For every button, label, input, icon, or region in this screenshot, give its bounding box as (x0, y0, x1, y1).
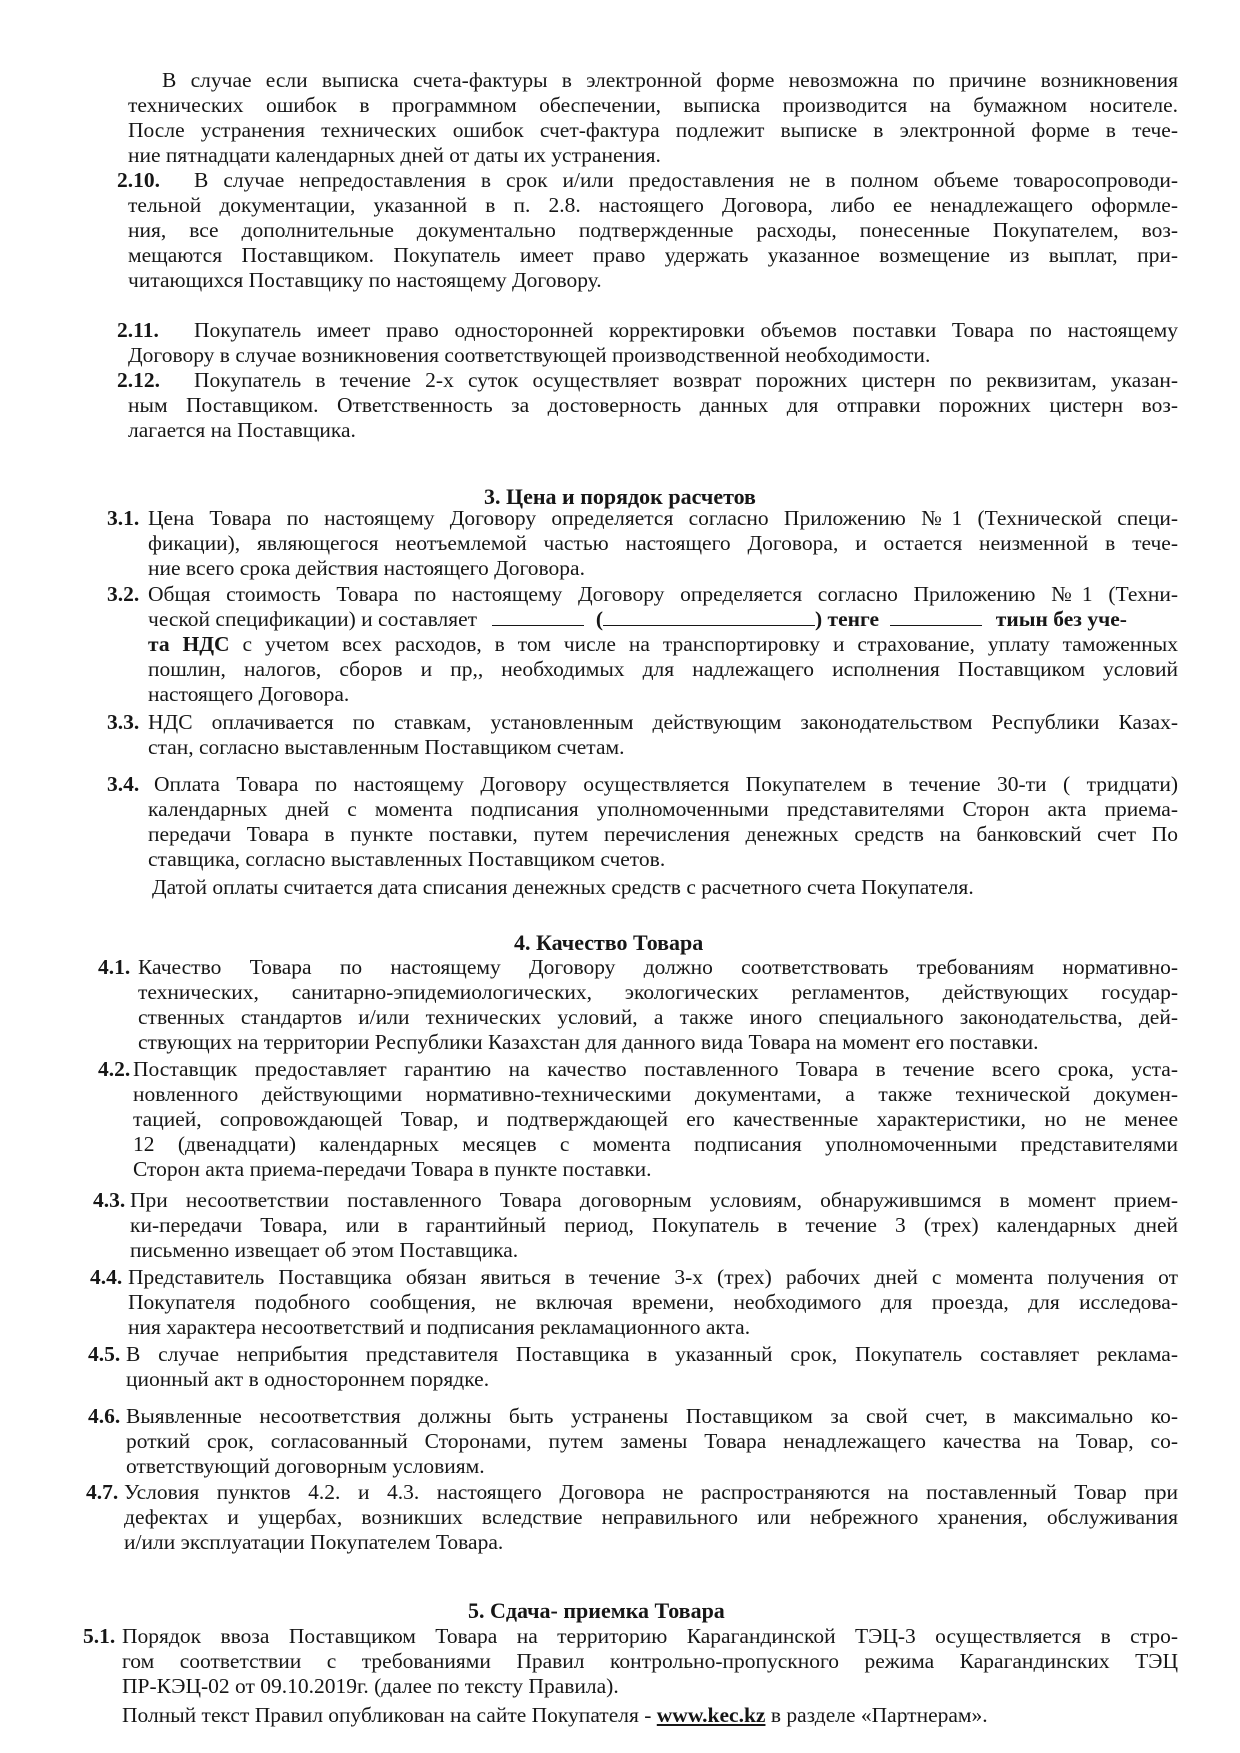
text-line: гом соответствии с требованиями Правил контрольно-пропускного режима Карагандинских ТЭЦ (122, 1649, 1178, 1673)
clause-number: 4.4. (90, 1265, 123, 1289)
clause-3-3 (148, 710, 1178, 760)
text-line: настоящего Договора. (148, 682, 350, 706)
text-line: пошлин, налогов, сборов и пр,, необходимых для надлежащего исполнения Поставщиком условий (148, 657, 1178, 681)
text-fragment: с учетом всех расходов, в том числе на транспортировку и страхование, уплату таможенных (229, 632, 1178, 656)
text-line: Поставщик предоставляет гарантию на качество поставленного Товара в течение всего срока, уста- (133, 1057, 1178, 1081)
text-line: В случае если выписка счета-фактуры в электронной форме невозможна по причине возникновения (162, 68, 1178, 92)
amount-line (148, 607, 1178, 632)
amount-words-blank-field (603, 607, 815, 626)
clause-number: 3.4. (107, 772, 140, 796)
text-line: 12 (двенадцати) календарных месяцев с момента подписания уполномоченными представителями (133, 1132, 1178, 1156)
text-line: Цена Товара по настоящему Договору определяется согласно Приложению №1 (Технической специ- (148, 506, 1178, 530)
text-line: ственных стандартов и/или технических условий, а также иного специального законодательства, дей- (138, 1005, 1178, 1029)
text-line: Качество Товара по настоящему Договору должно соответствовать требованиям нормативно- (138, 955, 1178, 979)
text-line: Представитель Поставщика обязан явиться в течение 3-х (трех) рабочих дней с момента получения от (128, 1265, 1178, 1289)
text-line: ПР-КЭЦ-02 от 09.10.2019г. (далее по тексту Правила). (122, 1674, 619, 1698)
clause-number: 2.12. (117, 368, 160, 392)
clause-4-1 (138, 955, 1178, 1055)
text-line: Покупатель в течение 2-х суток осуществляет возврат порожних цистерн по реквизитам, указан- (194, 368, 1178, 392)
text-line: передачи Товара в пункте поставки, путем перечисления денежных средств на банковский счет По (148, 822, 1178, 846)
text-line: мещаются Поставщиком. Покупатель имеет право удержать указанное возмещение из выплат, при- (128, 243, 1178, 267)
section-heading: 5. Сдача- приемка Товара (468, 1598, 725, 1623)
website-link[interactable]: www.kec.kz (656, 1703, 766, 1727)
text-line: ставщика, согласно выставленных Поставщиком счетов. (148, 847, 666, 871)
text-line: стан, согласно выставленным Поставщиком счетам. (148, 735, 625, 759)
text-line: При несоответствии поставленного Товара договорным условиям, обнаружившимся в момент прием- (130, 1188, 1178, 1212)
text-line: Договору в случае возникновения соответствующей производственной необходимости. (128, 343, 931, 367)
clause-4-2 (133, 1057, 1178, 1182)
text-line: дефектах и ущербах, возникших вследствие неправильного или небрежного хранения, обслуживания (124, 1505, 1178, 1529)
clause-number: 3.3. (107, 710, 140, 734)
text-line: ние всего срока действия настоящего Договора. (148, 556, 585, 580)
continuation-paragraph (128, 68, 1178, 168)
text-line: ки-передачи Товара, или в гарантийный период, Покупатель в течение 3 (трех) календарных дней (130, 1213, 1178, 1237)
clause-2-10 (128, 168, 1178, 293)
text-line: Оплата Товара по настоящему Договору осуществляется Покупателем в течение 30-ти ( тридцати) (154, 772, 1178, 796)
text-line: ствующих на территории Республики Казахстан для данного вида Товара на момент его поставки. (138, 1030, 1039, 1054)
clause-number: 4.1. (98, 955, 131, 979)
text-line: технических ошибок в программном обеспечении, выписка производится на бумажном носителе. (128, 93, 1178, 117)
text-line: Общая стоимость Товара по настоящему Договору определяется согласно Приложению №1 (Техни- (148, 582, 1178, 606)
clause-number: 5.1. (83, 1624, 116, 1648)
clause-number: 4.2. (98, 1057, 131, 1081)
text-line: В случае неприбытия представителя Поставщика в указанный срок, Покупатель составляет реклама- (126, 1342, 1178, 1366)
tenge-label: ) тенге (814, 607, 880, 631)
text-line: ответствующий договорным условиям. (126, 1454, 485, 1478)
clause-number: 4.7. (86, 1480, 119, 1504)
text-line: роткий срок, согласованный Сторонами, путем замены Товара ненадлежащего качества на Товар, со- (126, 1429, 1178, 1453)
text-line: ным Поставщиком. Ответственность за достоверность данных для отправки порожних цистерн воз- (128, 393, 1178, 417)
clause-number: 3.1. (107, 506, 140, 530)
clause-number: 4.6. (88, 1404, 121, 1428)
text-line: Выявленные несоответствия должны быть устранены Поставщиком за свой счет, в максимально ко- (126, 1404, 1178, 1428)
text-line: ния, все дополнительные документально подтвержденные расходы, понесенные Покупателем, воз- (128, 218, 1178, 242)
text-line: Покупатель имеет право односторонней корректировки объемов поставки Товара по настоящему (194, 318, 1178, 342)
text-line: Покупателя подобного сообщения, не включая времени, необходимого для проезда, для исследова- (128, 1290, 1178, 1314)
clause-5-1 (122, 1624, 1178, 1728)
clause-3-4 (148, 772, 1178, 900)
clause-4-3 (130, 1188, 1178, 1263)
text-fragment: Полный текст Правил опубликован на сайте Покупателя - (122, 1703, 657, 1727)
text-line (148, 632, 1178, 657)
text-line: ние пятнадцати календарных дней от даты их устранения. (128, 143, 661, 167)
clause-number: 4.3. (93, 1188, 126, 1212)
clause-4-5 (126, 1342, 1178, 1392)
clause-number: 2.11. (117, 318, 159, 342)
clause-4-6 (126, 1404, 1178, 1479)
tiyn-label: тиын без уче- (995, 607, 1127, 631)
amount-blank-field (492, 607, 584, 626)
text-line: Порядок ввоза Поставщиком Товара на территорию Карагандинской ТЭЦ-3 осуществляется в стро- (122, 1624, 1178, 1648)
text-line: технических, санитарно-эпидемиологических, экологических регламентов, действующих государ- (138, 980, 1178, 1004)
text-line: тельной документации, указанной в п. 2.8. настоящего Договора, либо ее ненадлежащего оформле- (128, 193, 1178, 217)
text-line: календарных дней с момента подписания уполномоченными представителями Сторон акта приема- (148, 797, 1178, 821)
clause-3-1 (148, 506, 1178, 581)
tiyn-blank-field (890, 607, 982, 626)
text-line: В случае непредоставления в срок и/или предоставления не в полном объеме товаросопроводи- (194, 168, 1178, 192)
section-heading: 3. Цена и порядок расчетов (484, 484, 756, 509)
clause-2-12 (128, 368, 1178, 443)
text-fragment: в разделе «Партнерам». (765, 1703, 988, 1727)
text-line: НДС оплачивается по ставкам, установленным действующим законодательством Республики Казах- (148, 710, 1178, 734)
payment-date-note: Датой оплаты считается дата списания денежных средств с расчетного счета Покупателя. (152, 875, 974, 899)
text-line: фикации), являющегося неотъемлемой частью настоящего Договора, и остается неизменной в тече- (148, 531, 1178, 555)
section-heading: 4. Качество Товара (514, 930, 704, 955)
text-line: читающихся Поставщику по настоящему Договору. (128, 268, 602, 292)
text-line: новленного действующими нормативно-техническими документами, а также технической докумен- (133, 1082, 1178, 1106)
vat-label: та НДС (148, 632, 230, 656)
text-fragment: ческой спецификации) и составляет (148, 607, 478, 631)
clause-3-2 (148, 582, 1178, 707)
text-line: После устранения технических ошибок счет-фактура подлежит выписке в электронной форме в тече- (128, 118, 1178, 142)
clause-number: 4.5. (88, 1342, 121, 1366)
clause-4-4 (128, 1265, 1178, 1340)
text-line: Сторон акта приема-передачи Товара в пункте поставки. (133, 1157, 652, 1181)
clause-number: 3.2. (107, 582, 140, 606)
text-line: Условия пунктов 4.2. и 4.3. настоящего Договора не распространяются на поставленный Товар при (124, 1480, 1178, 1504)
rules-note (122, 1703, 1178, 1728)
text-line: и/или эксплуатации Покупателем Товара. (124, 1530, 504, 1554)
clause-number: 2.10. (117, 168, 160, 192)
text-line: письменно извещает об этом Поставщика. (130, 1238, 519, 1262)
text-line: ционный акт в одностороннем порядке. (126, 1367, 490, 1391)
clause-4-7 (124, 1480, 1178, 1555)
text-line: тацией, сопровождающей Товар, и подтверждающей его качественные характеристики, но не менее (133, 1107, 1178, 1131)
open-paren: ( (595, 607, 603, 631)
text-line: лагается на Поставщика. (128, 418, 356, 442)
text-line: ния характера несоответствий и подписания рекламационного акта. (128, 1315, 751, 1339)
clause-2-11 (128, 318, 1178, 368)
